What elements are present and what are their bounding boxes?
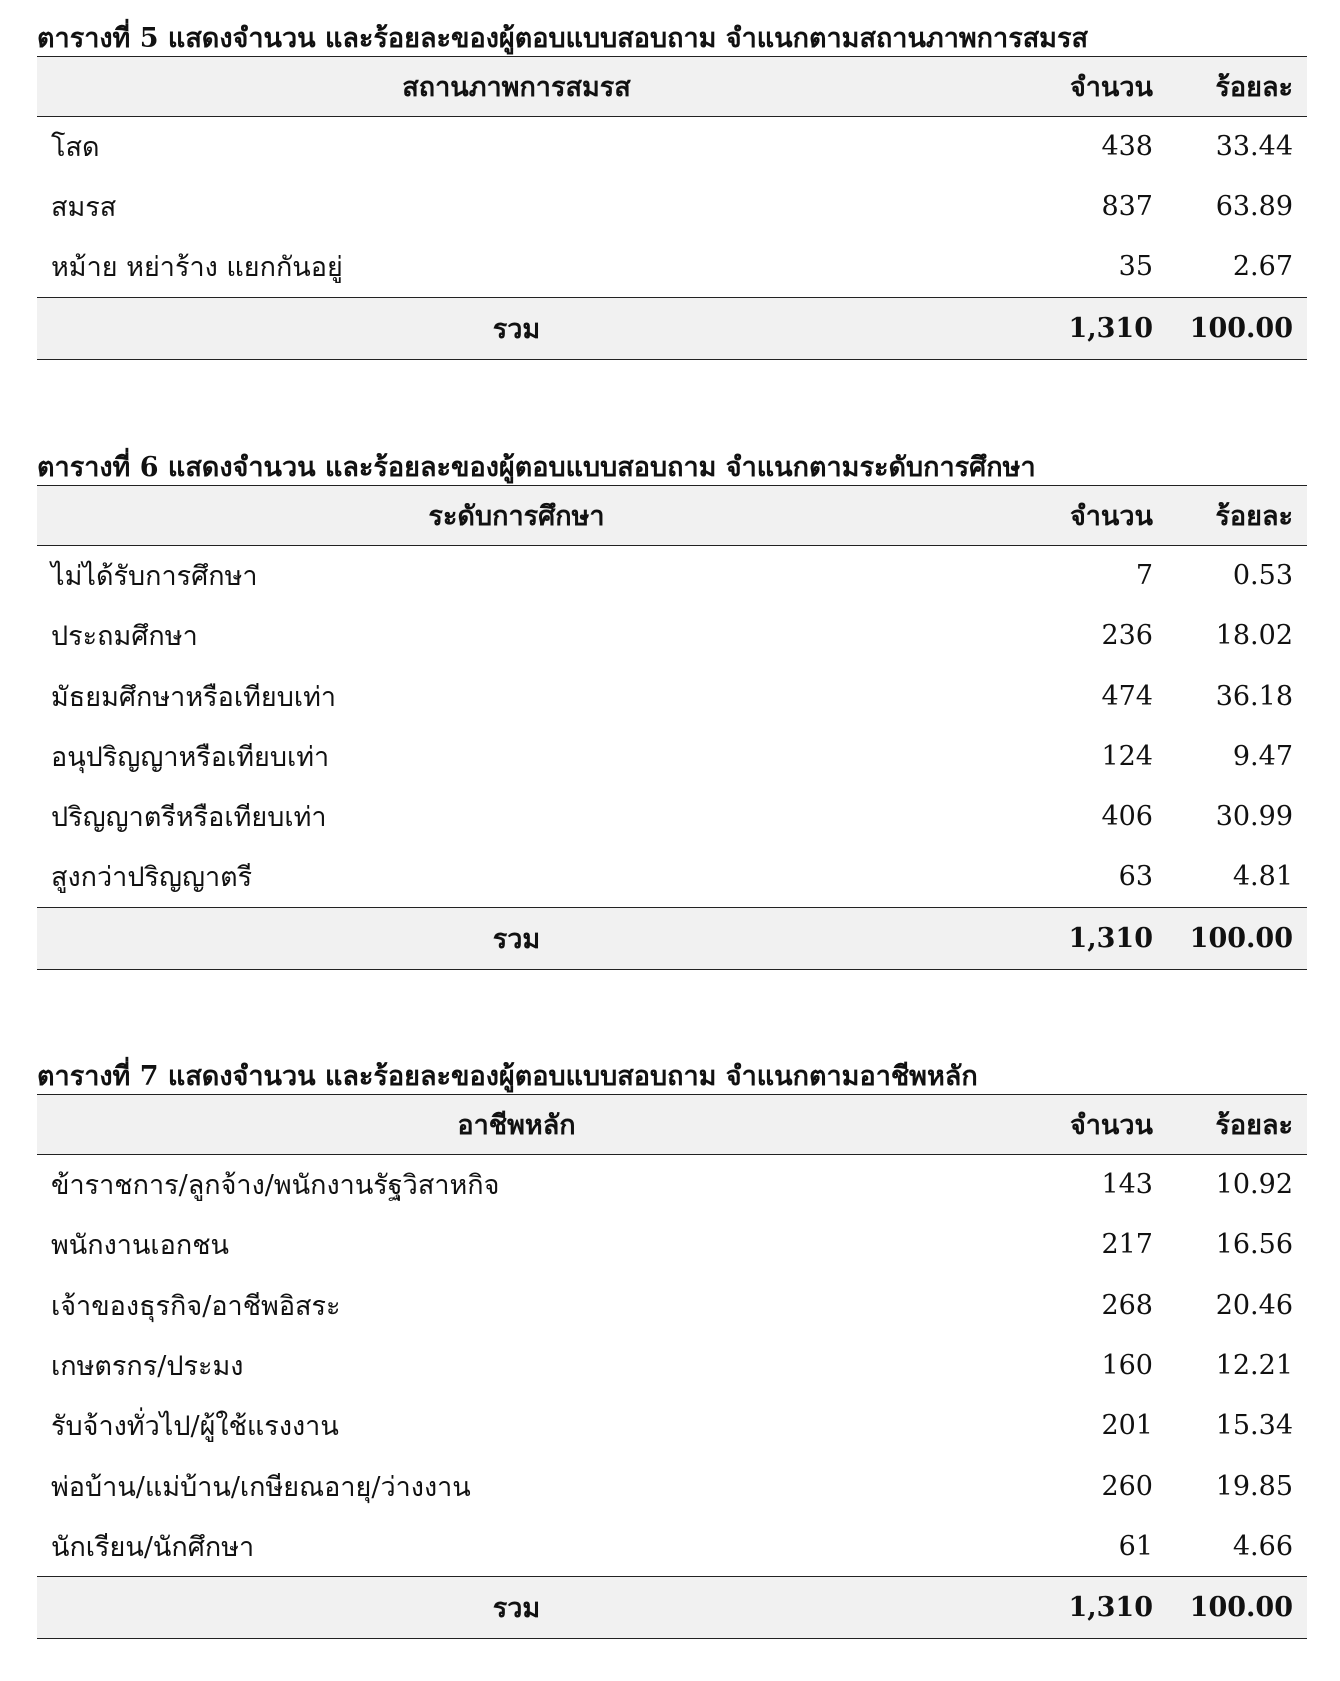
column-header-count: จำนวน	[1069, 1110, 1153, 1141]
row-count: 201	[1101, 1410, 1153, 1442]
total-label: รวม	[492, 1593, 541, 1625]
row-count: 61	[1118, 1530, 1153, 1562]
total-label: รวม	[492, 313, 541, 345]
row-count: 837	[1101, 191, 1153, 223]
row-label: ไม่ได้รับการศึกษา	[51, 561, 258, 593]
total-percent: 100.00	[1189, 922, 1293, 954]
total-row	[37, 907, 1307, 969]
table-row	[37, 666, 1307, 726]
row-count: 268	[1101, 1289, 1153, 1321]
table-header-row	[37, 1095, 1307, 1155]
row-label: พ่อบ้าน/แม่บ้าน/เกษียณอายุ/ว่างงาน	[51, 1471, 471, 1503]
row-percent: 63.89	[1215, 191, 1293, 223]
table-row	[37, 1215, 1307, 1275]
table-row	[37, 546, 1307, 606]
total-percent: 100.00	[1189, 312, 1293, 344]
table-row	[37, 606, 1307, 666]
column-header-count: จำนวน	[1069, 72, 1153, 103]
row-count: 124	[1101, 741, 1153, 773]
row-count: 143	[1101, 1169, 1153, 1201]
row-label: สูงกว่าปริญญาตรี	[51, 862, 253, 894]
total-count: 1,310	[1068, 312, 1153, 344]
row-label: โสด	[51, 132, 100, 164]
table-row	[37, 1335, 1307, 1395]
row-count: 236	[1101, 620, 1153, 652]
row-label: มัธยมศึกษาหรือเทียบเท่า	[51, 681, 337, 713]
row-count: 7	[1135, 560, 1153, 592]
row-count: 474	[1101, 680, 1153, 712]
column-header-category: สถานภาพการสมรส	[402, 72, 631, 103]
row-percent: 12.21	[1215, 1350, 1293, 1382]
column-header-percent: ร้อยละ	[1215, 72, 1293, 103]
table-row	[37, 787, 1307, 847]
row-percent: 19.85	[1215, 1470, 1293, 1502]
total-count: 1,310	[1068, 1592, 1153, 1624]
column-header-count: จำนวน	[1069, 501, 1153, 532]
table-row	[37, 847, 1307, 907]
row-count: 160	[1101, 1350, 1153, 1382]
marital-status-table	[37, 56, 1307, 360]
table-row	[37, 1516, 1307, 1576]
row-percent: 0.53	[1232, 560, 1293, 592]
row-count: 63	[1118, 861, 1153, 893]
row-percent: 10.92	[1215, 1169, 1293, 1201]
total-row	[37, 297, 1307, 359]
table-7-block	[37, 1060, 1307, 1639]
row-count: 217	[1101, 1229, 1153, 1261]
table-caption: ตารางที่ 5 แสดงจำนวน และร้อยละของผู้ตอบแบบสอบถาม จำแนกตามสถานภาพการสมรส	[37, 23, 1088, 54]
column-header-category: อาชีพหลัก	[457, 1110, 576, 1141]
column-header-percent: ร้อยละ	[1215, 1110, 1293, 1141]
table-row	[37, 1396, 1307, 1456]
row-percent: 16.56	[1215, 1229, 1293, 1261]
table-caption: ตารางที่ 7 แสดงจำนวน และร้อยละของผู้ตอบแบบสอบถาม จำแนกตามอาชีพหลัก	[37, 1061, 978, 1092]
table-6-block	[37, 451, 1307, 970]
table-row	[37, 726, 1307, 786]
column-header-category: ระดับการศึกษา	[428, 501, 605, 532]
row-label: ข้าราชการ/ลูกจ้าง/พนักงานรัฐวิสาหกิจ	[51, 1170, 500, 1202]
row-label: เจ้าของธุรกิจ/อาชีพอิสระ	[51, 1290, 341, 1322]
row-percent: 15.34	[1215, 1410, 1293, 1442]
row-count: 406	[1101, 801, 1153, 833]
table-caption: ตารางที่ 6 แสดงจำนวน และร้อยละของผู้ตอบแบบสอบถาม จำแนกตามระดับการศึกษา	[37, 452, 1036, 483]
row-label: หม้าย หย่าร้าง แยกกันอยู่	[51, 252, 343, 284]
row-label: สมรส	[51, 192, 117, 224]
total-label: รวม	[492, 923, 541, 955]
table-header-row	[37, 486, 1307, 546]
table-row	[37, 177, 1307, 237]
table-row	[37, 117, 1307, 177]
main-occupation-table	[37, 1094, 1307, 1639]
row-label: นักเรียน/นักศึกษา	[51, 1531, 255, 1563]
total-percent: 100.00	[1189, 1592, 1293, 1624]
table-row	[37, 1275, 1307, 1335]
row-percent: 2.67	[1232, 251, 1293, 283]
education-level-table	[37, 485, 1307, 970]
table-header-row	[37, 57, 1307, 117]
row-percent: 20.46	[1215, 1289, 1293, 1321]
row-percent: 36.18	[1215, 680, 1293, 712]
column-header-percent: ร้อยละ	[1215, 501, 1293, 532]
table-5-block	[37, 22, 1307, 360]
row-count: 260	[1101, 1470, 1153, 1502]
row-label: ปริญญาตรีหรือเทียบเท่า	[51, 802, 327, 834]
row-percent: 4.66	[1232, 1530, 1293, 1562]
total-count: 1,310	[1068, 922, 1153, 954]
row-label: อนุปริญญาหรือเทียบเท่า	[51, 742, 330, 774]
row-label: พนักงานเอกชน	[51, 1230, 229, 1262]
row-percent: 18.02	[1215, 620, 1293, 652]
row-percent: 4.81	[1232, 861, 1293, 893]
row-label: ประถมศึกษา	[51, 621, 198, 653]
table-row	[37, 1155, 1307, 1215]
row-label: เกษตรกร/ประมง	[51, 1351, 244, 1383]
row-percent: 9.47	[1232, 741, 1293, 773]
table-row	[37, 237, 1307, 297]
row-label: รับจ้างทั่วไป/ผู้ใช้แรงงาน	[51, 1411, 339, 1443]
row-count: 35	[1118, 251, 1153, 283]
total-row	[37, 1577, 1307, 1639]
table-row	[37, 1456, 1307, 1516]
row-percent: 30.99	[1215, 801, 1293, 833]
row-count: 438	[1101, 131, 1153, 163]
row-percent: 33.44	[1215, 131, 1293, 163]
